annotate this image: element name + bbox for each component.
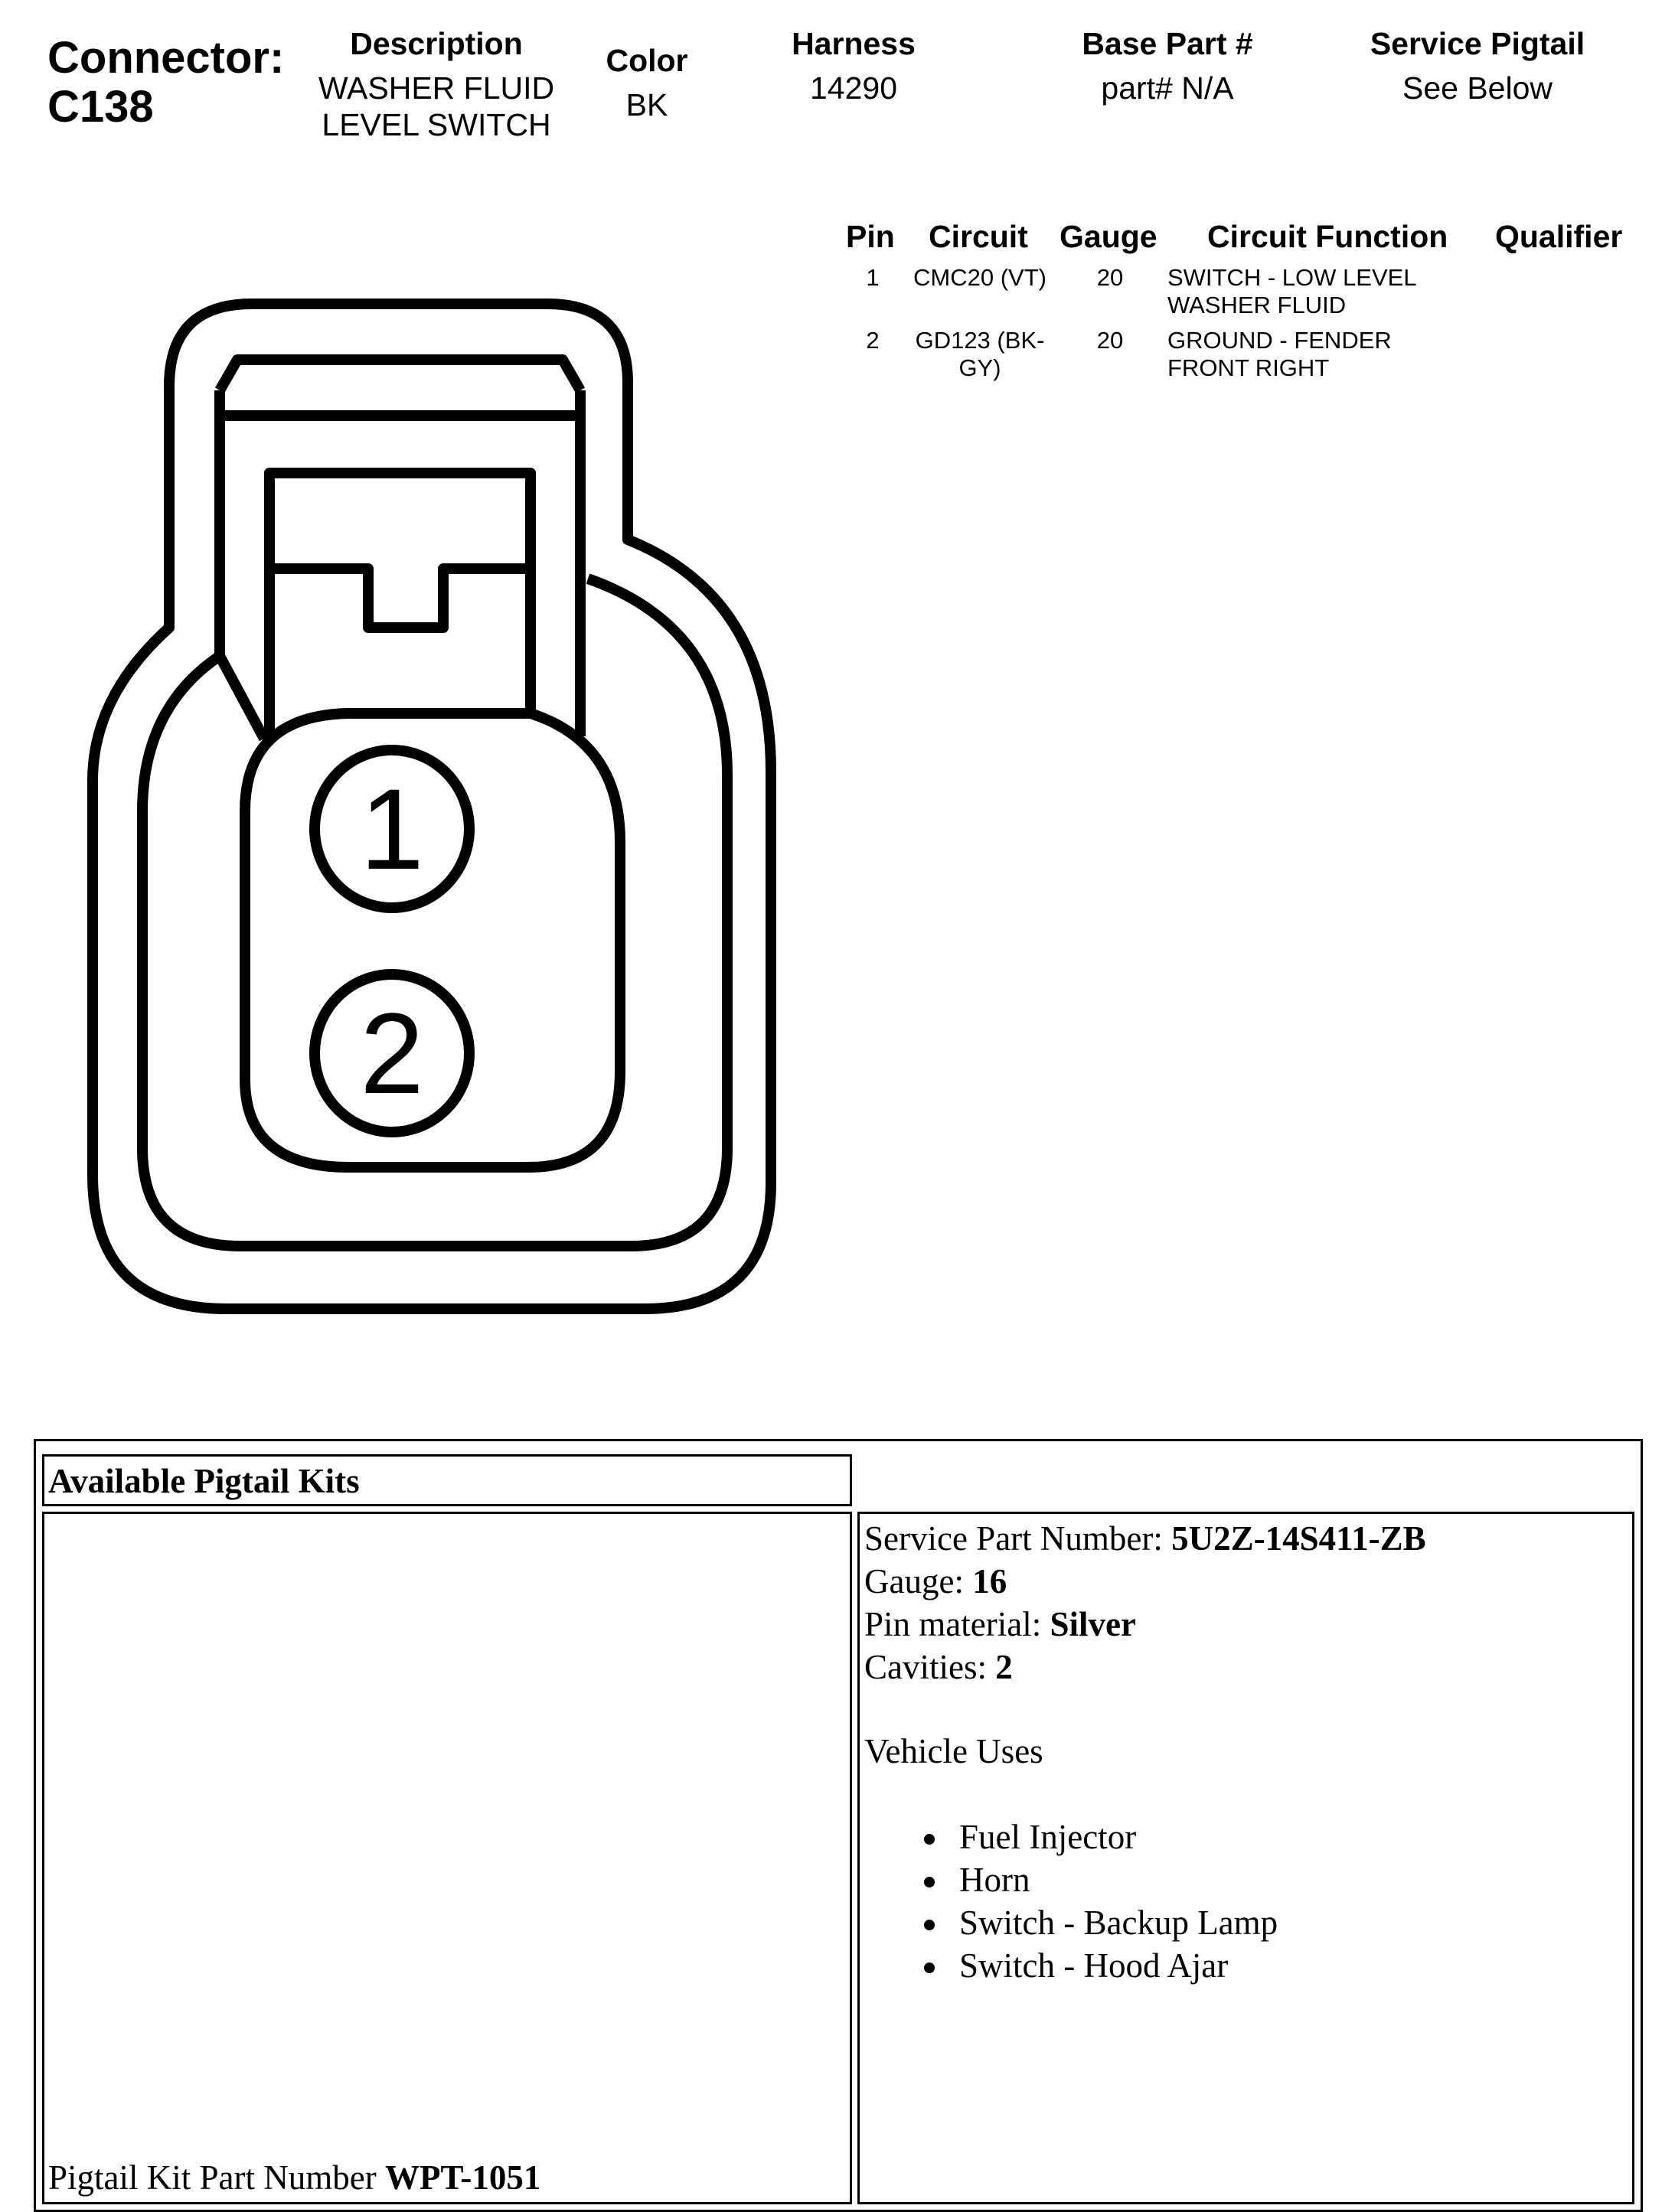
pigtail-title-box <box>42 1454 852 1506</box>
circuit-header: Circuit <box>929 219 1028 254</box>
pin-material <box>864 1603 1426 1646</box>
connector-id: C138 <box>47 82 154 132</box>
base-part-title: Base Part # <box>1082 26 1253 61</box>
harness-title: Harness <box>792 26 916 61</box>
service-part-number <box>864 1517 1426 1560</box>
description-title: Description <box>350 26 523 61</box>
pin-2-label: 2 <box>360 989 424 1117</box>
row-2-function <box>1167 327 1392 382</box>
gauge-label: Gauge: <box>864 1562 973 1600</box>
gauge-header: Gauge <box>1060 219 1157 254</box>
list-item: Switch - Backup Lamp <box>864 1901 1426 1944</box>
pigtail-gauge <box>864 1560 1426 1603</box>
gauge-value: 16 <box>972 1562 1007 1600</box>
pigtail-details <box>864 1517 1426 1987</box>
row-2-gauge: 20 <box>1096 327 1124 354</box>
pigtail-details-box <box>857 1512 1634 2204</box>
row-1-pin: 1 <box>866 264 880 291</box>
cavity-body <box>245 713 620 1167</box>
latch-left-taper <box>220 656 264 739</box>
description-line-1: WASHER FLUID <box>318 70 555 106</box>
kit-part-label: Pigtail Kit Part Number <box>48 2158 385 2197</box>
service-part-value: 5U2Z-14S411-ZB <box>1171 1519 1426 1558</box>
pin-material-value: Silver <box>1050 1605 1136 1643</box>
pin-1-label: 1 <box>360 765 424 893</box>
pigtail-kit-part <box>48 2156 540 2199</box>
latch-notch-tab <box>269 569 531 628</box>
connector-diagram <box>0 0 842 1347</box>
row-2-function-line-2: FRONT RIGHT <box>1167 354 1330 381</box>
row-2-circuit-line-1: GD123 (BK- <box>915 327 1045 354</box>
kit-part-value: WPT-1051 <box>384 2158 541 2197</box>
service-pigtail-value: See Below <box>1402 70 1553 106</box>
row-2-circuit <box>896 327 1064 382</box>
pin-material-label: Pin material: <box>864 1605 1050 1643</box>
pigtail-image-box <box>42 1512 852 2204</box>
cavities <box>864 1646 1426 1688</box>
list-item: Fuel Injector <box>864 1816 1426 1858</box>
circuit-function-header: Circuit Function <box>1207 219 1448 254</box>
row-2-function-line-1: GROUND - FENDER <box>1167 327 1392 354</box>
row-1-circuit <box>896 264 1064 292</box>
row-1-function <box>1167 264 1417 319</box>
color-title: Color <box>606 43 688 78</box>
description-line-2: LEVEL SWITCH <box>322 107 551 142</box>
cavities-label: Cavities: <box>864 1648 996 1686</box>
vehicle-uses-title: Vehicle Uses <box>864 1732 1043 1770</box>
connector-label: Connector: <box>47 33 285 83</box>
row-2-circuit-line-2: GY) <box>958 354 1001 381</box>
row-1-function-line-2: WASHER FLUID <box>1167 292 1347 318</box>
harness-value: 14290 <box>809 70 897 106</box>
list-item: Switch - Hood Ajar <box>864 1944 1426 1987</box>
base-part-value: part# N/A <box>1101 70 1234 106</box>
cavities-value: 2 <box>995 1648 1013 1686</box>
row-1-gauge: 20 <box>1096 264 1124 291</box>
service-part-label: Service Part Number: <box>864 1519 1172 1558</box>
row-2-pin: 2 <box>866 327 880 354</box>
latch-top <box>220 360 580 390</box>
latch-notch <box>269 473 531 736</box>
list-item: Horn <box>864 1858 1426 1901</box>
pigtail-section-title: Available Pigtail Kits <box>48 1462 360 1500</box>
qualifier-header: Qualifier <box>1495 219 1623 254</box>
row-1-function-line-1: SWITCH - LOW LEVEL <box>1167 264 1417 291</box>
pin-header: Pin <box>846 219 895 254</box>
vehicle-uses-list <box>864 1816 1426 1987</box>
color-value: BK <box>625 87 668 122</box>
service-pigtail-title: Service Pigtail <box>1370 26 1585 61</box>
row-1-circuit-line-1: CMC20 (VT) <box>913 264 1046 291</box>
connector-outer-shell <box>93 304 771 1309</box>
